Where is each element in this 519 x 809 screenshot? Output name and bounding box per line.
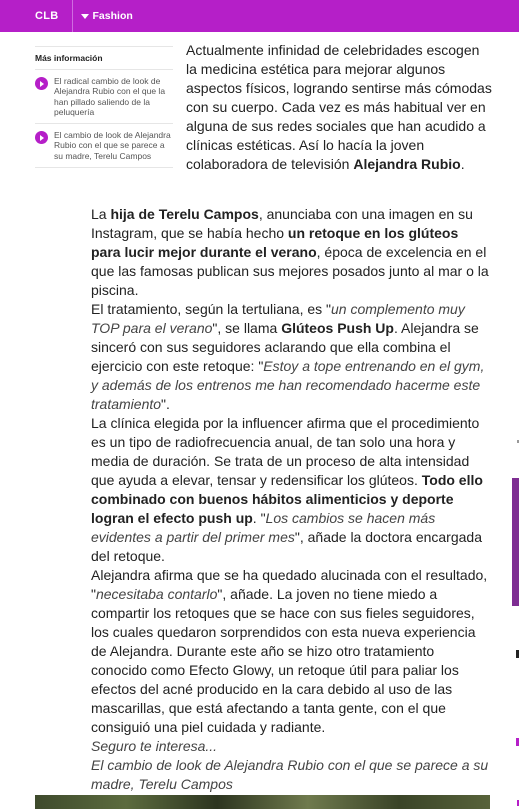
section-menu[interactable] bbox=[81, 10, 133, 22]
paragraph bbox=[91, 414, 491, 566]
paragraph bbox=[91, 737, 491, 756]
paragraph bbox=[91, 566, 491, 737]
text: El tratamiento, según la tertuliana, es " bbox=[91, 301, 331, 317]
bold-text: Glúteos Push Up bbox=[281, 320, 394, 336]
paragraph bbox=[91, 756, 491, 794]
intro-end: . bbox=[460, 156, 465, 172]
side-ad-fragment bbox=[512, 478, 519, 606]
quote-text: Estoy a tope entrenando en el gym, y además de los entrenos me han recomendado hacerme este tratamiento bbox=[91, 358, 485, 412]
text: , anunciaba con una imagen en su Instagram, que se había hecho bbox=[91, 206, 473, 241]
paragraph bbox=[91, 300, 491, 414]
quote-text: un complemento muy TOP para el verano bbox=[91, 301, 465, 336]
nav-divider bbox=[72, 0, 73, 32]
caret-down-icon bbox=[81, 14, 89, 19]
article-image bbox=[35, 795, 490, 809]
related-item[interactable] bbox=[35, 70, 173, 124]
bold-text: un retoque en los glúteos para lucir mejor durante el verano bbox=[91, 225, 459, 260]
seguro-label: Seguro te interesa... bbox=[91, 738, 218, 754]
site-logo[interactable]: CLB bbox=[35, 10, 59, 22]
text: ", añade. La joven no tiene miedo a compartir los retoques que se hace con sus fieles seguidores, los cuales quedaron sorprendidos con esta nueva experiencia de Alejandra. Durante este año se hizo otro tratamiento conocido como Efecto Glowy, un retoque útil para paliar los efectos del acné producido en la cara debido al uso de las mascarillas, que está afectando a tanta gente, con el que consiguió una piel cuidada y radiante. bbox=[91, 586, 476, 735]
article-intro bbox=[186, 41, 492, 174]
related-item-text[interactable]: El radical cambio de look de Alejandra Rubio con el que la han pillado saliendo de la peluquería bbox=[54, 76, 166, 117]
text: , época de excelencia en el que las famosas publican sus mejores posados junto al mar o la piscina. bbox=[91, 244, 489, 298]
text: La clínica elegida por la influencer afirma que el procedimiento es un tipo de radiofrecuencia anual, de tan solo una hora y media de duración. Se trata de un proceso de alta intensidad que ayuda a elevar, tensar y redensificar los glúteos. bbox=[91, 415, 480, 488]
text: . Alejandra se sinceró con sus seguidores aclarando que ella combina el ejercicio con este retoque: " bbox=[91, 320, 479, 374]
section-label: Fashion bbox=[92, 10, 133, 22]
bold-text: Todo ello combinado con buenos hábitos alimenticios y deporte logran el efecto push up bbox=[91, 472, 483, 526]
intro-text: Actualmente infinidad de celebridades escogen la medicina estética para mejorar algunos aspectos físicos, logrando sentirse más cómodas con su cuerpo. Cada vez es más habitual ver en alguna de sus redes sociales que han acudido a clínicas estéticas. Así lo hacía la joven colaboradora de televisión bbox=[186, 42, 492, 172]
text: La bbox=[91, 206, 111, 222]
related-item[interactable] bbox=[35, 124, 173, 168]
text: ". bbox=[161, 396, 170, 412]
related-box bbox=[35, 46, 173, 168]
text: . " bbox=[252, 510, 266, 526]
paragraph bbox=[91, 205, 491, 300]
quote-text: necesitaba contarlo bbox=[95, 586, 218, 602]
bold-text: hija de Terelu Campos bbox=[110, 206, 259, 222]
article-body bbox=[91, 205, 491, 794]
related-article-link[interactable]: El cambio de look de Alejandra Rubio con el que se parece a su madre, Terelu Campos bbox=[91, 757, 489, 792]
play-icon bbox=[35, 131, 48, 144]
text: Alejandra afirma que se ha quedado alucinada con el resultado, " bbox=[91, 567, 488, 602]
quote-text: Los cambios se hacen más evidentes a partir del primer mes bbox=[91, 510, 436, 545]
intro-bold: Alejandra Rubio bbox=[353, 156, 461, 172]
text: ", se llama bbox=[212, 320, 282, 336]
related-title: Más información bbox=[35, 47, 173, 70]
related-item-text[interactable]: El cambio de look de Alejandra Rubio con el que se parece a su madre, Terelu Campos bbox=[54, 130, 171, 161]
play-icon bbox=[35, 77, 48, 90]
text: ", añade la doctora encargada del retoque. bbox=[91, 529, 482, 564]
top-nav-bar bbox=[0, 0, 519, 32]
